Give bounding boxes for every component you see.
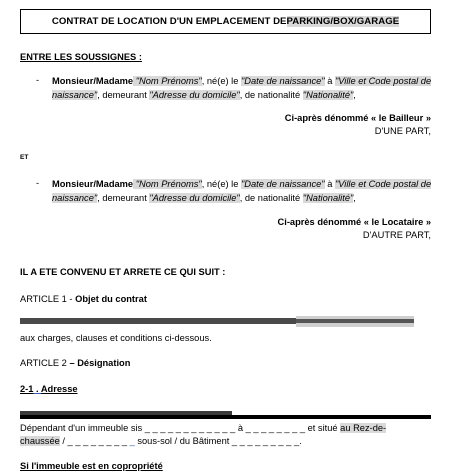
subsection-2-1 [20, 383, 78, 396]
depend-text: Dépendant d'un immeuble sis _ _ _ _ _ _ _ _ _ _ _ _ à _ _ _ _ _ _ _ _ et situé [20, 423, 341, 433]
party1-name: "Nom Prénoms" [133, 76, 202, 86]
party2-dash: - [36, 178, 40, 188]
depend-text-3: sous-sol / du Bâtiment _ _ _ _ _ _ _ _ _. [134, 436, 302, 446]
article1-title: Objet du contrat [75, 294, 147, 304]
party1-text: , de nationalité [239, 90, 303, 100]
agreed-heading: IL A ETE CONVENU ET ARRETE CE QUI SUIT : [20, 267, 226, 277]
party2-text: , de nationalité [239, 193, 303, 203]
subsection-number: 2-1 [20, 384, 34, 394]
depend-highlight-2: chaussée [20, 436, 60, 446]
subsection-title: Adresse [40, 384, 78, 394]
party1-dash: - [36, 75, 40, 85]
party1-paragraph [52, 74, 432, 102]
party2-address: "Adresse du domicile" [149, 193, 240, 203]
party1-birthplace: "Ville et Code postal de naissance" [52, 76, 432, 100]
title-text: CONTRAT DE LOCATION D'UN EMPLACEMENT DE [51, 16, 287, 27]
landlord-label: Ci-après dénommé « le Bailleur » [284, 113, 431, 123]
party2-birthdate: "Date de naissance" [241, 179, 325, 189]
party2-text: , demeurant [97, 193, 150, 203]
tenant-part: D'AUTRE PART, [362, 230, 431, 240]
party2-text: , [353, 193, 356, 203]
party1-title: Monsieur/Madame [52, 76, 134, 86]
article1-text: aux charges, clauses et conditions ci-dessous. [20, 333, 212, 343]
landlord-part: D'UNE PART, [374, 126, 431, 136]
party2-nationality: "Nationalité" [302, 193, 354, 203]
tenant-label: Ci-après dénommé « le Locataire » [277, 217, 431, 227]
depend-text-2: / _ _ _ _ _ _ _ _ [59, 436, 130, 446]
article1-prefix: ARTICLE 1 - [20, 294, 76, 304]
party2-title: Monsieur/Madame [52, 179, 134, 189]
document-title [20, 9, 431, 34]
depend-blue-mark: _ [129, 436, 135, 446]
depend-line-1 [20, 422, 386, 435]
party1-text: , né(e) le [201, 76, 241, 86]
article2-prefix: ARTICLE 2 [20, 358, 70, 368]
party2-birthplace: "Ville et Code postal de naissance" [52, 179, 432, 203]
party1-nationality: "Nationalité" [302, 90, 354, 100]
article1-heading [20, 293, 147, 306]
party1-text: , demeurant [97, 90, 150, 100]
party1-address: "Adresse du domicile" [149, 90, 240, 100]
party2-paragraph [52, 177, 432, 205]
title-highlight: PARKING/BOX/GARAGE [286, 16, 400, 27]
party2-text: , né(e) le [201, 179, 241, 189]
redacted-line-end [296, 319, 414, 323]
depend-highlight: au Rez-de- [340, 423, 387, 433]
article2-heading [20, 357, 130, 370]
party1-birthdate: "Date de naissance" [241, 76, 325, 86]
party2-name: "Nom Prénoms" [133, 179, 202, 189]
redacted-line [20, 318, 296, 324]
and-label: ET [20, 154, 29, 161]
subsection-dot: . [33, 384, 41, 394]
party2-text: à [324, 179, 335, 189]
copro-heading: Si l'immeuble est en copropriété [20, 461, 163, 471]
party1-text: , [353, 90, 356, 100]
redacted-bar [20, 415, 431, 419]
party1-text: à [324, 76, 335, 86]
depend-line-2 [20, 435, 302, 448]
article2-title: – Désignation [69, 358, 131, 368]
between-heading: ENTRE LES SOUSSIGNES : [20, 52, 142, 62]
